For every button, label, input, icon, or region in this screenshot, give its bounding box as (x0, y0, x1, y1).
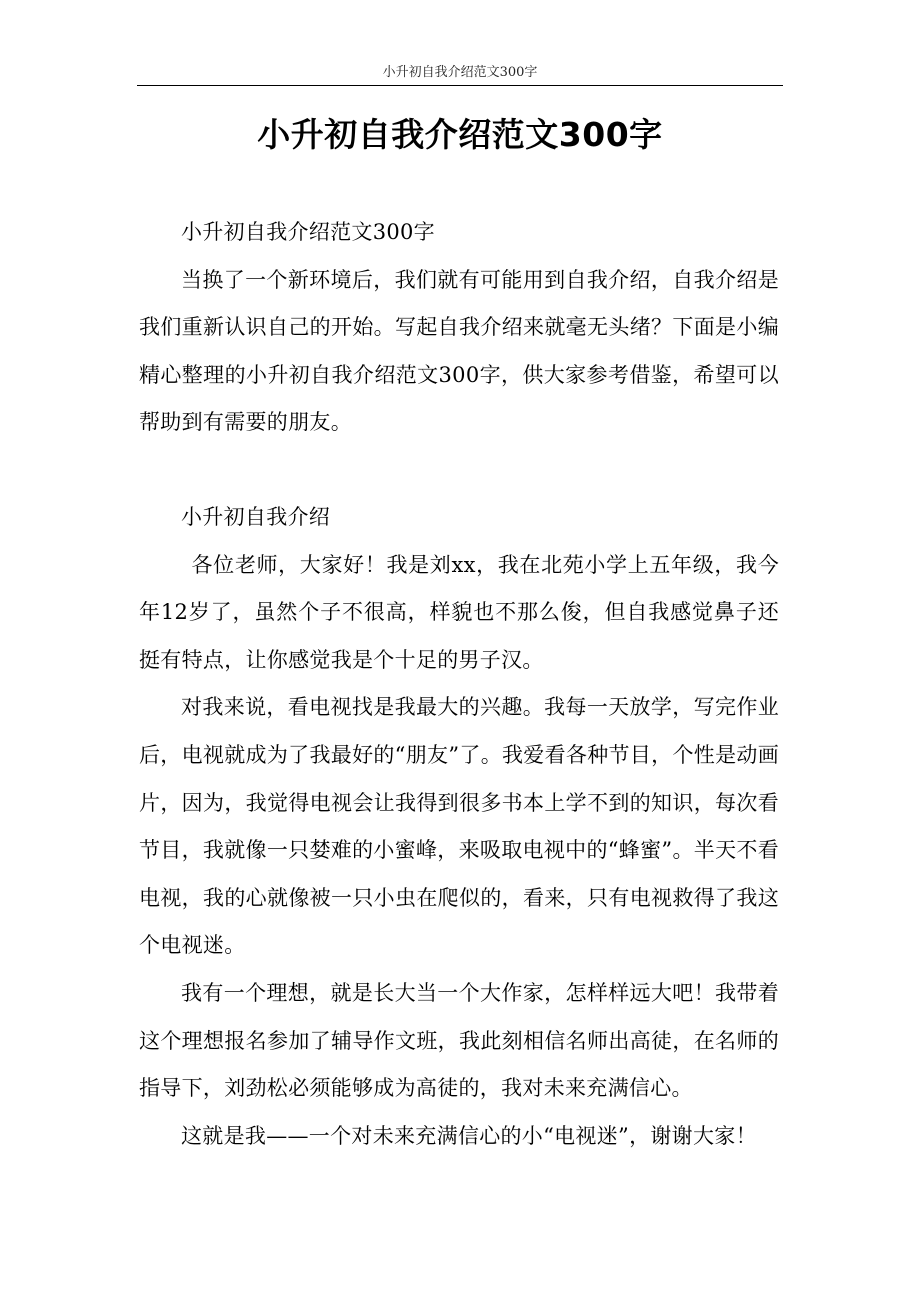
paragraph-closing: 这就是我——一个对未来充满信心的小“电视迷”，谢谢大家！ (181, 1123, 757, 1148)
paragraph-dream: 我有一个理想，就是长大当一个大作家，怎样样远大吧！我带着这个理想报名参加了辅导作文班，我此刻相信名师出高徒，在名师的指导下，刘劲松必须能够成为高徒的，我对未来充满信心。 (139, 980, 779, 1101)
paragraph-greeting: 各位老师，大家好！我是刘xx，我在北苑小学上五年级，我今年12岁了，虽然个子不很高，样貌也不那么俊，但自我感觉鼻子还挺有特点，让你感觉我是个十足的男子汉。 (139, 552, 779, 672)
paragraph-section-heading: 小升初自我介绍 (181, 504, 331, 529)
header-divider (137, 85, 783, 86)
paragraph-subtitle: 小升初自我介绍范文300字 (181, 220, 435, 244)
paragraph-intro: 当换了一个新环境后，我们就有可能用到自我介绍，自我介绍是我们重新认识自己的开始。写起自我介绍来就毫无头绪？下面是小编精心整理的小升初自我介绍范文300字，供大家参考借鉴，希望可以帮助到有需要的朋友。 (139, 267, 779, 435)
paragraph-hobby: 对我来说，看电视找是我最大的兴趣。我每一天放学，写完作业后，电视就成为了我最好的“朋友”了。我爱看各种节目，个性是动画片，因为，我觉得电视会让我得到很多书本上学不到的知识，每次看节目，我就像一只婪难的小蜜峰，来吸取电视中的“蜂蜜”。半天不看电视，我的心就像被一只小虫在爬似的，看来，只有电视救得了我这个电视迷。 (139, 695, 779, 958)
document-title: 小升初自我介绍范文300字 (257, 115, 663, 154)
running-header: 小升初自我介绍范文300字 (382, 65, 538, 80)
document-body (139, 209, 779, 1160)
